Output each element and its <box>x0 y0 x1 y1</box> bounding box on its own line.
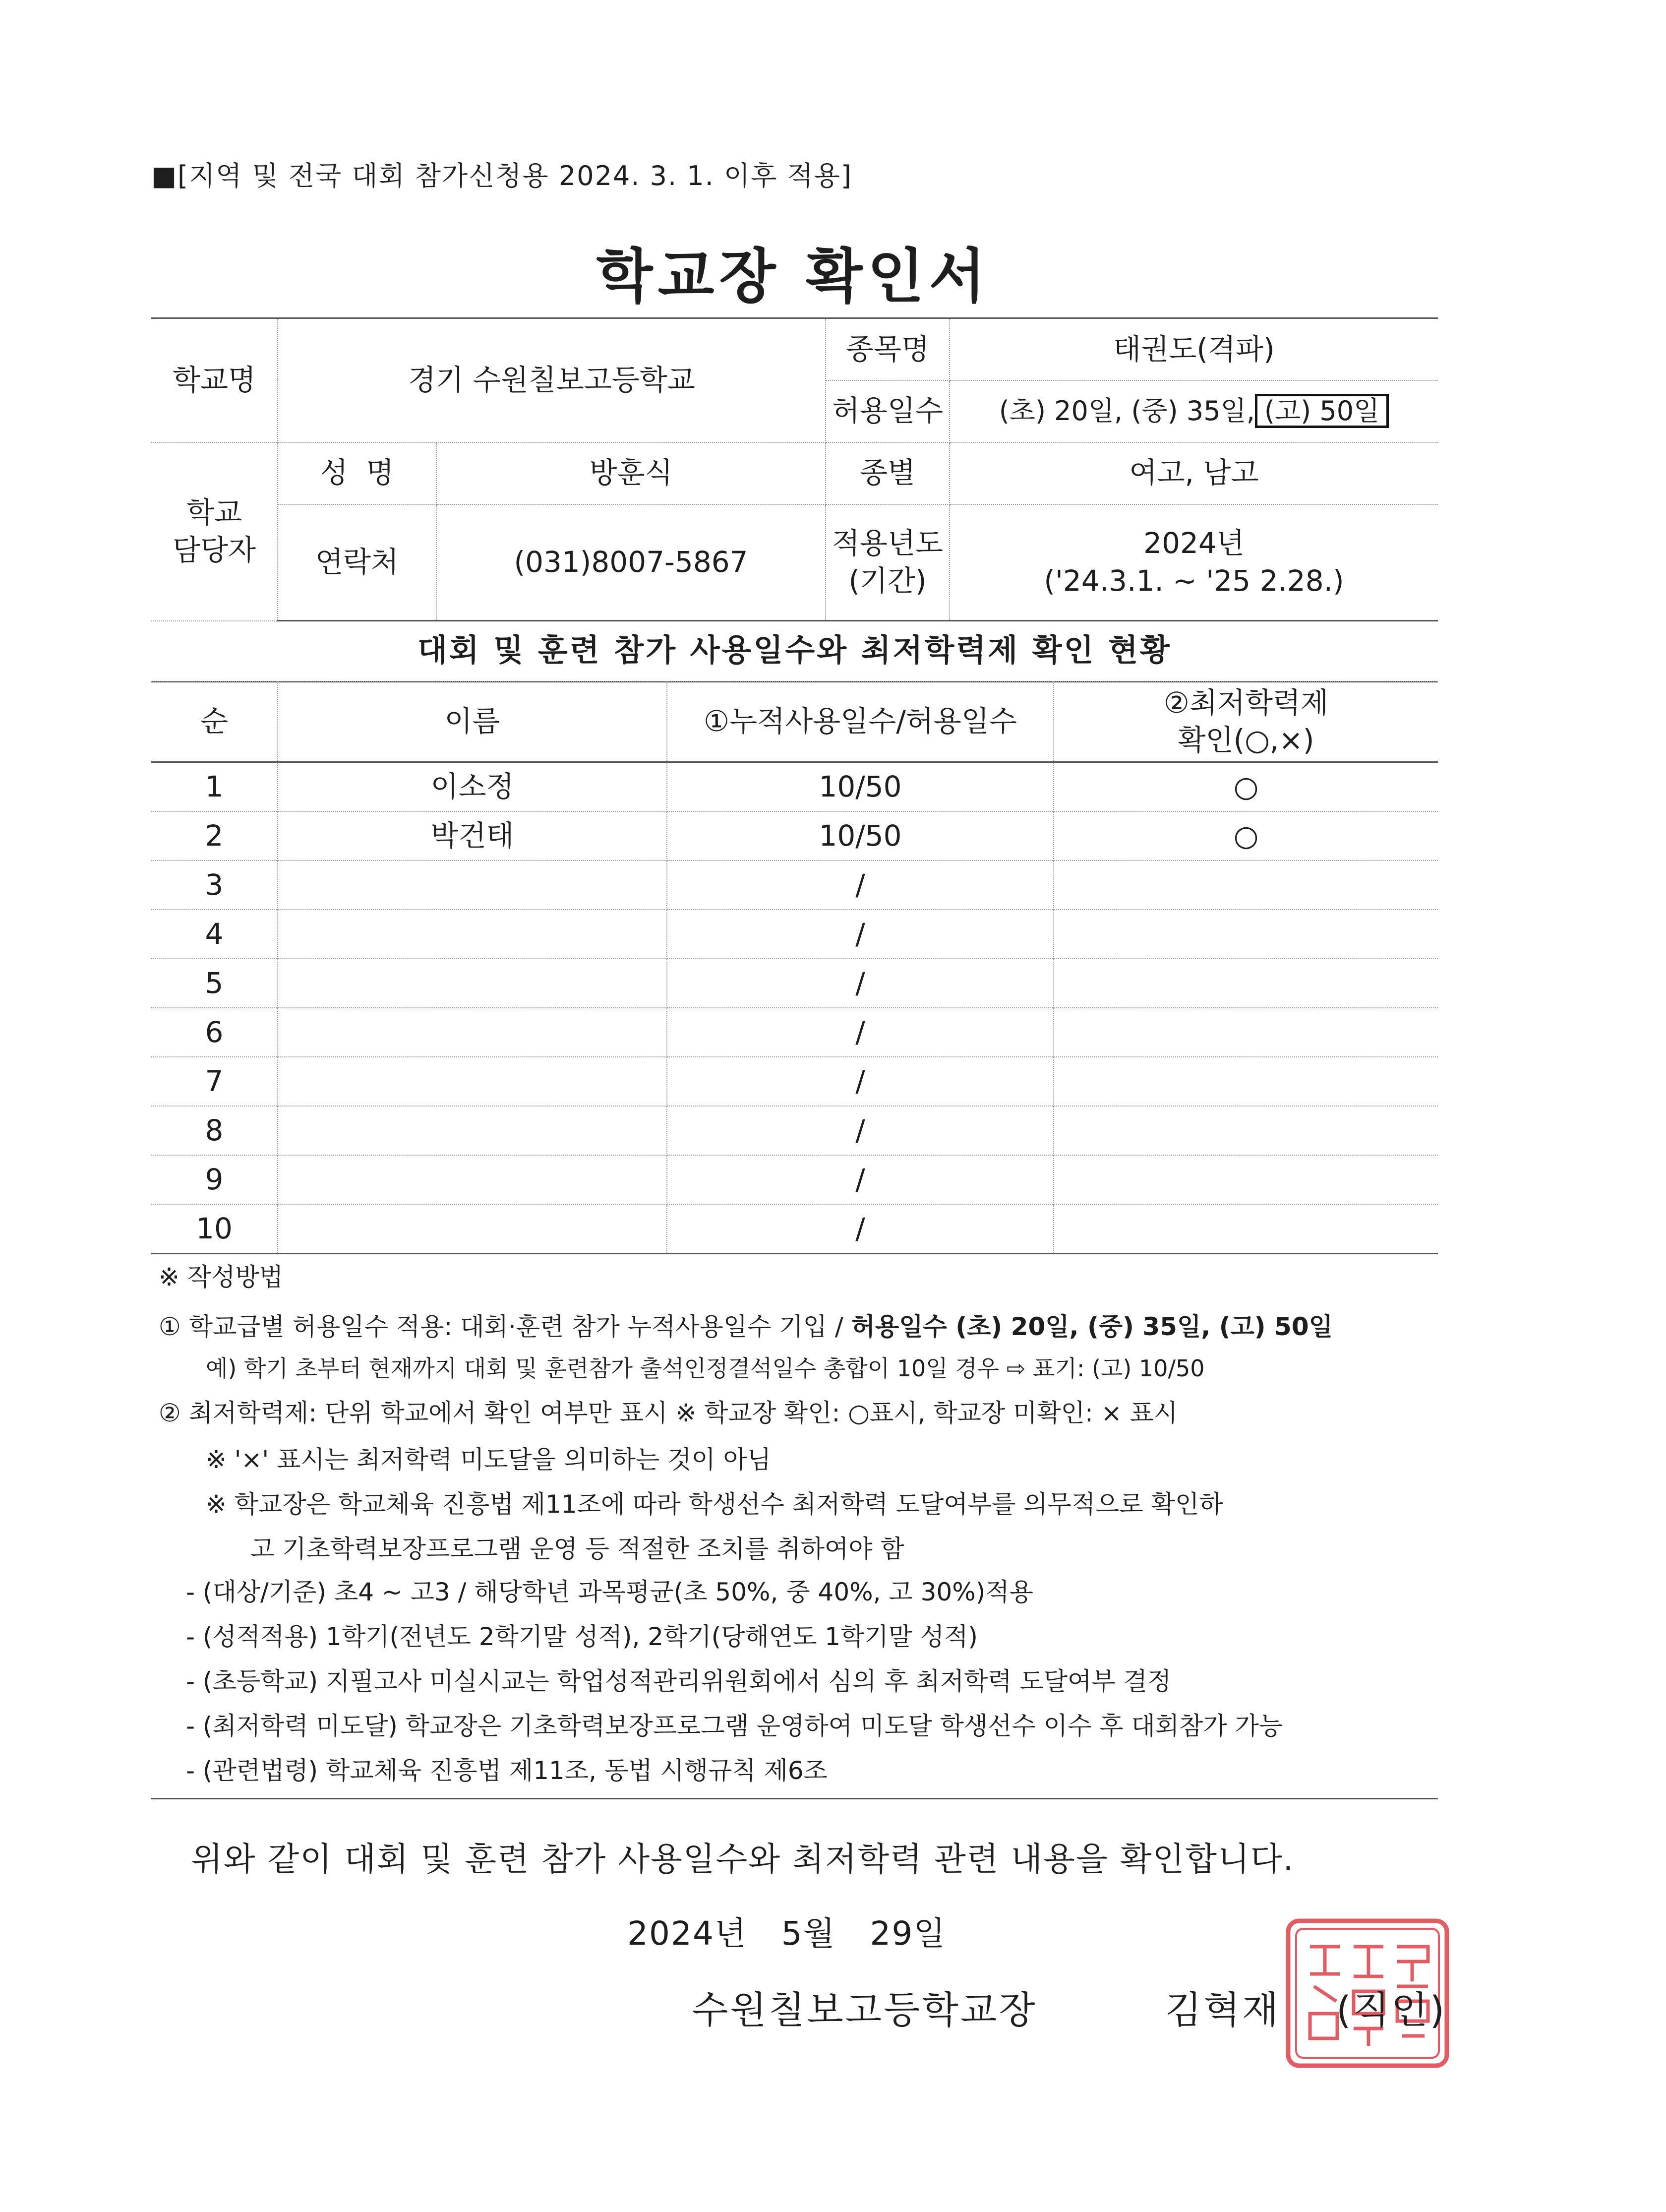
allowed-label: 허용일수 <box>826 380 950 442</box>
period-value: ('24.3.1. ~ '25 2.28.) <box>1044 563 1344 598</box>
days-used: / <box>667 860 1054 910</box>
detail-2: - (성적적용) 1학기(전년도 2학기말 성적), 2학기(당해연도 1학기말 성적) <box>186 1622 978 1651</box>
status-row <box>151 1155 1438 1204</box>
status-header-cell: 순 <box>151 681 278 762</box>
athlete-name: 박건태 <box>278 811 667 860</box>
status-header-cell: ①누적사용일수/허용일수 <box>667 681 1054 762</box>
note-1-example: 예) 학기 초부터 현재까지 대회 및 훈련참가 출석인정결석일수 총합이 10일 경우 ⇨ 표기: (고) 10/50 <box>206 1355 1205 1382</box>
row-number: 6 <box>151 1008 278 1057</box>
min-academic-check <box>1054 860 1438 910</box>
allowed-mid: (중) 35일, <box>1131 395 1255 427</box>
detail-5: - (관련법령) 학교체육 진흥법 제11조, 동법 시행규칙 제6조 <box>186 1756 828 1785</box>
note-2-sub1: ※ '×' 표시는 최저학력 미도달을 의미하는 것이 아님 <box>206 1445 772 1474</box>
detail-4: - (최저학력 미도달) 학교장은 기초학력보장프로그램 운영하여 미도달 학생선수 이수 후 대회참가 가능 <box>186 1712 1283 1740</box>
note-1-text: ① 학교급별 허용일수 적용: 대회·훈련 참가 누적사용일수 기입 / <box>159 1312 851 1341</box>
min-academic-check <box>1054 1008 1438 1057</box>
allowed-days <box>950 380 1438 442</box>
allowed-elem: (초) 20일, <box>999 395 1123 427</box>
row-number: 1 <box>151 762 278 812</box>
name-value: 방훈식 <box>436 442 826 504</box>
athlete-name <box>278 1155 667 1204</box>
issue-date: 2024년 5월 29일 <box>627 1914 947 1953</box>
min-academic-check <box>1054 959 1438 1008</box>
days-used: / <box>667 910 1054 959</box>
athlete-name <box>278 1106 667 1155</box>
athlete-name <box>278 959 667 1008</box>
athlete-name <box>278 860 667 910</box>
row-number: 8 <box>151 1106 278 1155</box>
seal-mark: (직인) <box>1336 1988 1447 2032</box>
status-row <box>151 1106 1438 1155</box>
signature-school: 수원칠보고등학교장 <box>692 1988 1037 2032</box>
contact-label: 연락처 <box>278 504 436 621</box>
days-used: / <box>667 1204 1054 1254</box>
days-used: 10/50 <box>667 762 1054 812</box>
status-row <box>151 811 1438 860</box>
allowed-high-boxed: (고) 50일 <box>1255 394 1389 428</box>
notes-heading: ※ 작성방법 <box>159 1263 283 1291</box>
status-row <box>151 1204 1438 1254</box>
note-1-allowed: 허용일수 (초) 20일, (중) 35일, (고) 50일 <box>851 1312 1333 1341</box>
athlete-name <box>278 1008 667 1057</box>
min-academic-check <box>1054 1155 1438 1204</box>
athlete-name: 이소정 <box>278 762 667 812</box>
status-row <box>151 959 1438 1008</box>
manager-label: 학교 담당자 <box>151 442 278 621</box>
school-label: 학교명 <box>151 318 278 442</box>
row-number: 2 <box>151 811 278 860</box>
header-note: ■[지역 및 전국 대회 참가신청용 2024. 3. 1. 이후 적용] <box>151 160 852 191</box>
min-academic-check: ○ <box>1054 762 1438 812</box>
status-row <box>151 910 1438 959</box>
min-academic-check: ○ <box>1054 811 1438 860</box>
row-number: 5 <box>151 959 278 1008</box>
detail-3: - (초등학교) 지필고사 미실시교는 학업성적관리위원회에서 심의 후 최저학력 도달여부 결정 <box>186 1667 1172 1696</box>
row-number: 3 <box>151 860 278 910</box>
type-label: 종별 <box>826 442 950 504</box>
days-used: / <box>667 1008 1054 1057</box>
note-2: ② 최저학력제: 단위 학교에서 확인 여부만 표시 ※ 학교장 확인: ○표시, 학교장 미확인: × 표시 <box>159 1399 1178 1427</box>
days-used: 10/50 <box>667 811 1054 860</box>
year-label: 적용년도 (기간) <box>826 504 950 621</box>
min-academic-check <box>1054 1204 1438 1254</box>
info-table <box>151 317 1438 621</box>
status-row <box>151 1008 1438 1057</box>
note-1 <box>159 1307 1333 1343</box>
row-number: 9 <box>151 1155 278 1204</box>
status-row <box>151 1057 1438 1106</box>
status-table <box>151 681 1438 1254</box>
athlete-name <box>278 1204 667 1254</box>
min-academic-check <box>1054 1057 1438 1106</box>
school-value: 경기 수원칠보고등학교 <box>278 318 826 442</box>
athlete-name <box>278 910 667 959</box>
note-2-sub2b: 고 기초학력보장프로그램 운영 등 적절한 조치를 취하여야 함 <box>250 1535 904 1563</box>
status-row <box>151 860 1438 910</box>
confirm-text: 위와 같이 대회 및 훈련 참가 사용일수와 최저학력 관련 내용을 확인합니다. <box>191 1840 1295 1878</box>
days-used: / <box>667 1155 1054 1204</box>
year-cell <box>950 504 1438 621</box>
days-used: / <box>667 1106 1054 1155</box>
days-used: / <box>667 1057 1054 1106</box>
row-number: 10 <box>151 1204 278 1254</box>
status-header-cell: ②최저학력제 확인(○,×) <box>1054 681 1438 762</box>
detail-1: - (대상/기준) 초4 ~ 고3 / 해당학년 과목평균(초 50%, 중 40%, 고 30%)적용 <box>186 1578 1033 1606</box>
athlete-name <box>278 1057 667 1106</box>
status-header-row <box>151 681 1438 762</box>
status-row <box>151 762 1438 812</box>
notes-divider <box>151 1798 1438 1799</box>
min-academic-check <box>1054 1106 1438 1155</box>
contact-value: (031)8007-5867 <box>436 504 826 621</box>
year-value: 2024년 <box>1143 526 1245 560</box>
section-title: 대회 및 훈련 참가 사용일수와 최저학력제 확인 현황 <box>151 619 1438 682</box>
signature-name: 김혁재 <box>1165 1988 1281 2032</box>
type-value: 여고, 남고 <box>950 442 1438 504</box>
event-label: 종목명 <box>826 318 950 380</box>
event-value: 태권도(격파) <box>950 318 1438 380</box>
note-2-sub2a: ※ 학교장은 학교체육 진흥법 제11조에 따라 학생선수 최저학력 도달여부를 의무적으로 확인하 <box>206 1490 1223 1519</box>
row-number: 7 <box>151 1057 278 1106</box>
status-header-cell: 이름 <box>278 681 667 762</box>
document-title: 학교장 확인서 <box>596 242 991 310</box>
days-used: / <box>667 959 1054 1008</box>
name-label: 성 명 <box>278 442 436 504</box>
row-number: 4 <box>151 910 278 959</box>
min-academic-check <box>1054 910 1438 959</box>
